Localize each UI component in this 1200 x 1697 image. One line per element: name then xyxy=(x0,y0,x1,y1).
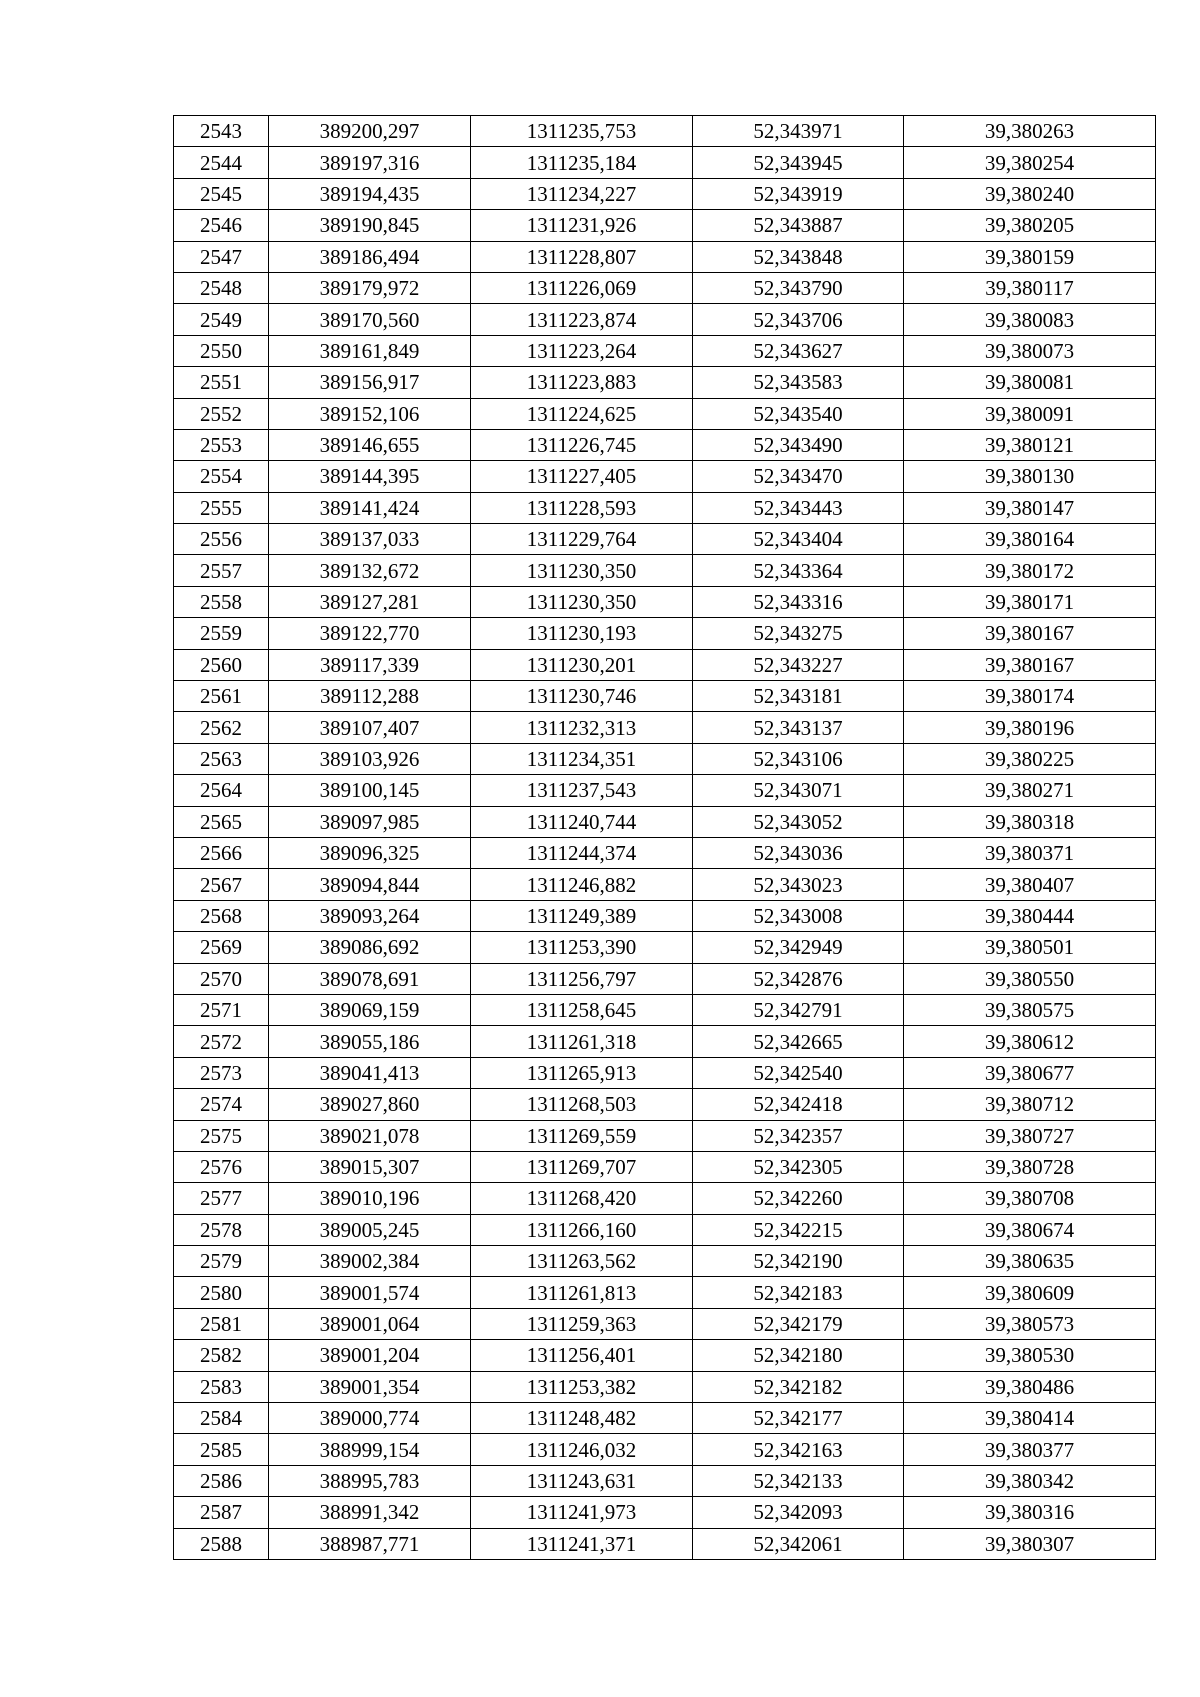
y-coordinate-cell: 1311246,882 xyxy=(471,869,693,900)
table-row xyxy=(174,1465,1156,1496)
y-coordinate-cell: 1311234,351 xyxy=(471,743,693,774)
latitude-cell: 52,343364 xyxy=(693,555,904,586)
table-row xyxy=(174,649,1156,680)
latitude-cell: 52,343971 xyxy=(693,116,904,147)
x-coordinate-cell: 389152,106 xyxy=(269,398,471,429)
longitude-cell: 39,380575 xyxy=(904,994,1156,1025)
point-number-cell: 2581 xyxy=(174,1308,269,1339)
y-coordinate-cell: 1311235,753 xyxy=(471,116,693,147)
y-coordinate-cell: 1311223,883 xyxy=(471,367,693,398)
y-coordinate-cell: 1311268,420 xyxy=(471,1183,693,1214)
x-coordinate-cell: 389097,985 xyxy=(269,806,471,837)
y-coordinate-cell: 1311256,401 xyxy=(471,1340,693,1371)
latitude-cell: 52,342791 xyxy=(693,994,904,1025)
x-coordinate-cell: 389001,354 xyxy=(269,1371,471,1402)
longitude-cell: 39,380225 xyxy=(904,743,1156,774)
point-number-cell: 2566 xyxy=(174,837,269,868)
x-coordinate-cell: 389127,281 xyxy=(269,586,471,617)
longitude-cell: 39,380171 xyxy=(904,586,1156,617)
latitude-cell: 52,343490 xyxy=(693,429,904,460)
y-coordinate-cell: 1311244,374 xyxy=(471,837,693,868)
table-row xyxy=(174,272,1156,303)
x-coordinate-cell: 389078,691 xyxy=(269,963,471,994)
latitude-cell: 52,343106 xyxy=(693,743,904,774)
latitude-cell: 52,342061 xyxy=(693,1528,904,1559)
table-row xyxy=(174,994,1156,1025)
longitude-cell: 39,380407 xyxy=(904,869,1156,900)
x-coordinate-cell: 389141,424 xyxy=(269,492,471,523)
x-coordinate-cell: 389144,395 xyxy=(269,461,471,492)
latitude-cell: 52,342418 xyxy=(693,1089,904,1120)
x-coordinate-cell: 389122,770 xyxy=(269,618,471,649)
x-coordinate-cell: 389117,339 xyxy=(269,649,471,680)
table-row xyxy=(174,681,1156,712)
point-number-cell: 2583 xyxy=(174,1371,269,1402)
y-coordinate-cell: 1311258,645 xyxy=(471,994,693,1025)
latitude-cell: 52,342093 xyxy=(693,1497,904,1528)
longitude-cell: 39,380727 xyxy=(904,1120,1156,1151)
latitude-cell: 52,343583 xyxy=(693,367,904,398)
longitude-cell: 39,380414 xyxy=(904,1403,1156,1434)
point-number-cell: 2570 xyxy=(174,963,269,994)
x-coordinate-cell: 389000,774 xyxy=(269,1403,471,1434)
table-row xyxy=(174,1371,1156,1402)
y-coordinate-cell: 1311229,764 xyxy=(471,524,693,555)
longitude-cell: 39,380205 xyxy=(904,210,1156,241)
x-coordinate-cell: 389194,435 xyxy=(269,178,471,209)
longitude-cell: 39,380318 xyxy=(904,806,1156,837)
longitude-cell: 39,380728 xyxy=(904,1151,1156,1182)
y-coordinate-cell: 1311248,482 xyxy=(471,1403,693,1434)
y-coordinate-cell: 1311263,562 xyxy=(471,1246,693,1277)
latitude-cell: 52,342179 xyxy=(693,1308,904,1339)
longitude-cell: 39,380083 xyxy=(904,304,1156,335)
point-number-cell: 2572 xyxy=(174,1026,269,1057)
y-coordinate-cell: 1311228,807 xyxy=(471,241,693,272)
latitude-cell: 52,342215 xyxy=(693,1214,904,1245)
longitude-cell: 39,380271 xyxy=(904,775,1156,806)
x-coordinate-cell: 389146,655 xyxy=(269,429,471,460)
point-number-cell: 2584 xyxy=(174,1403,269,1434)
x-coordinate-cell: 389005,245 xyxy=(269,1214,471,1245)
x-coordinate-cell: 389002,384 xyxy=(269,1246,471,1277)
table-row xyxy=(174,932,1156,963)
point-number-cell: 2586 xyxy=(174,1465,269,1496)
y-coordinate-cell: 1311241,973 xyxy=(471,1497,693,1528)
y-coordinate-cell: 1311224,625 xyxy=(471,398,693,429)
longitude-cell: 39,380708 xyxy=(904,1183,1156,1214)
longitude-cell: 39,380677 xyxy=(904,1057,1156,1088)
table-row xyxy=(174,1308,1156,1339)
longitude-cell: 39,380486 xyxy=(904,1371,1156,1402)
longitude-cell: 39,380371 xyxy=(904,837,1156,868)
table-row xyxy=(174,241,1156,272)
latitude-cell: 52,343316 xyxy=(693,586,904,617)
y-coordinate-cell: 1311227,405 xyxy=(471,461,693,492)
table-row xyxy=(174,618,1156,649)
y-coordinate-cell: 1311230,746 xyxy=(471,681,693,712)
table-row xyxy=(174,1497,1156,1528)
y-coordinate-cell: 1311231,926 xyxy=(471,210,693,241)
y-coordinate-cell: 1311230,350 xyxy=(471,555,693,586)
point-number-cell: 2555 xyxy=(174,492,269,523)
point-number-cell: 2548 xyxy=(174,272,269,303)
y-coordinate-cell: 1311230,201 xyxy=(471,649,693,680)
point-number-cell: 2588 xyxy=(174,1528,269,1559)
latitude-cell: 52,343137 xyxy=(693,712,904,743)
table-row xyxy=(174,900,1156,931)
point-number-cell: 2549 xyxy=(174,304,269,335)
longitude-cell: 39,380254 xyxy=(904,147,1156,178)
x-coordinate-cell: 389200,297 xyxy=(269,116,471,147)
longitude-cell: 39,380167 xyxy=(904,649,1156,680)
latitude-cell: 52,342183 xyxy=(693,1277,904,1308)
table-row xyxy=(174,335,1156,366)
point-number-cell: 2558 xyxy=(174,586,269,617)
point-number-cell: 2573 xyxy=(174,1057,269,1088)
longitude-cell: 39,380573 xyxy=(904,1308,1156,1339)
x-coordinate-cell: 388999,154 xyxy=(269,1434,471,1465)
x-coordinate-cell: 389055,186 xyxy=(269,1026,471,1057)
y-coordinate-cell: 1311269,707 xyxy=(471,1151,693,1182)
x-coordinate-cell: 389186,494 xyxy=(269,241,471,272)
latitude-cell: 52,342180 xyxy=(693,1340,904,1371)
longitude-cell: 39,380530 xyxy=(904,1340,1156,1371)
table-row xyxy=(174,1246,1156,1277)
point-number-cell: 2562 xyxy=(174,712,269,743)
longitude-cell: 39,380501 xyxy=(904,932,1156,963)
longitude-cell: 39,380167 xyxy=(904,618,1156,649)
point-number-cell: 2561 xyxy=(174,681,269,712)
point-number-cell: 2577 xyxy=(174,1183,269,1214)
latitude-cell: 52,342177 xyxy=(693,1403,904,1434)
x-coordinate-cell: 389001,204 xyxy=(269,1340,471,1371)
point-number-cell: 2559 xyxy=(174,618,269,649)
table-row xyxy=(174,806,1156,837)
longitude-cell: 39,380307 xyxy=(904,1528,1156,1559)
latitude-cell: 52,343036 xyxy=(693,837,904,868)
y-coordinate-cell: 1311246,032 xyxy=(471,1434,693,1465)
table-row xyxy=(174,1026,1156,1057)
longitude-cell: 39,380121 xyxy=(904,429,1156,460)
table-row xyxy=(174,743,1156,774)
table-row xyxy=(174,712,1156,743)
table-row xyxy=(174,461,1156,492)
x-coordinate-cell: 389001,064 xyxy=(269,1308,471,1339)
point-number-cell: 2560 xyxy=(174,649,269,680)
latitude-cell: 52,343052 xyxy=(693,806,904,837)
table-row xyxy=(174,1057,1156,1088)
x-coordinate-cell: 389137,033 xyxy=(269,524,471,555)
table-row xyxy=(174,1277,1156,1308)
latitude-cell: 52,343540 xyxy=(693,398,904,429)
point-number-cell: 2552 xyxy=(174,398,269,429)
point-number-cell: 2554 xyxy=(174,461,269,492)
x-coordinate-cell: 389156,917 xyxy=(269,367,471,398)
x-coordinate-cell: 389086,692 xyxy=(269,932,471,963)
longitude-cell: 39,380130 xyxy=(904,461,1156,492)
longitude-cell: 39,380342 xyxy=(904,1465,1156,1496)
x-coordinate-cell: 389112,288 xyxy=(269,681,471,712)
longitude-cell: 39,380316 xyxy=(904,1497,1156,1528)
longitude-cell: 39,380377 xyxy=(904,1434,1156,1465)
point-number-cell: 2550 xyxy=(174,335,269,366)
y-coordinate-cell: 1311243,631 xyxy=(471,1465,693,1496)
point-number-cell: 2576 xyxy=(174,1151,269,1182)
latitude-cell: 52,342182 xyxy=(693,1371,904,1402)
latitude-cell: 52,343227 xyxy=(693,649,904,680)
y-coordinate-cell: 1311234,227 xyxy=(471,178,693,209)
y-coordinate-cell: 1311223,874 xyxy=(471,304,693,335)
latitude-cell: 52,343023 xyxy=(693,869,904,900)
y-coordinate-cell: 1311226,745 xyxy=(471,429,693,460)
x-coordinate-cell: 388991,342 xyxy=(269,1497,471,1528)
longitude-cell: 39,380147 xyxy=(904,492,1156,523)
longitude-cell: 39,380240 xyxy=(904,178,1156,209)
table-row xyxy=(174,1340,1156,1371)
latitude-cell: 52,342665 xyxy=(693,1026,904,1057)
x-coordinate-cell: 389010,196 xyxy=(269,1183,471,1214)
latitude-cell: 52,342163 xyxy=(693,1434,904,1465)
latitude-cell: 52,343404 xyxy=(693,524,904,555)
y-coordinate-cell: 1311256,797 xyxy=(471,963,693,994)
x-coordinate-cell: 389190,845 xyxy=(269,210,471,241)
longitude-cell: 39,380091 xyxy=(904,398,1156,429)
x-coordinate-cell: 389027,860 xyxy=(269,1089,471,1120)
point-number-cell: 2543 xyxy=(174,116,269,147)
latitude-cell: 52,342357 xyxy=(693,1120,904,1151)
x-coordinate-cell: 389094,844 xyxy=(269,869,471,900)
table-row xyxy=(174,147,1156,178)
point-number-cell: 2571 xyxy=(174,994,269,1025)
longitude-cell: 39,380263 xyxy=(904,116,1156,147)
latitude-cell: 52,342876 xyxy=(693,963,904,994)
x-coordinate-cell: 389096,325 xyxy=(269,837,471,868)
table-row xyxy=(174,178,1156,209)
x-coordinate-cell: 389001,574 xyxy=(269,1277,471,1308)
longitude-cell: 39,380117 xyxy=(904,272,1156,303)
latitude-cell: 52,343887 xyxy=(693,210,904,241)
latitude-cell: 52,342133 xyxy=(693,1465,904,1496)
y-coordinate-cell: 1311265,913 xyxy=(471,1057,693,1088)
latitude-cell: 52,343071 xyxy=(693,775,904,806)
point-number-cell: 2587 xyxy=(174,1497,269,1528)
x-coordinate-cell: 389015,307 xyxy=(269,1151,471,1182)
x-coordinate-cell: 389100,145 xyxy=(269,775,471,806)
table-row xyxy=(174,398,1156,429)
longitude-cell: 39,380174 xyxy=(904,681,1156,712)
y-coordinate-cell: 1311223,264 xyxy=(471,335,693,366)
y-coordinate-cell: 1311269,559 xyxy=(471,1120,693,1151)
table-row xyxy=(174,555,1156,586)
point-number-cell: 2582 xyxy=(174,1340,269,1371)
table-row xyxy=(174,1434,1156,1465)
longitude-cell: 39,380712 xyxy=(904,1089,1156,1120)
point-number-cell: 2556 xyxy=(174,524,269,555)
latitude-cell: 52,342540 xyxy=(693,1057,904,1088)
point-number-cell: 2563 xyxy=(174,743,269,774)
y-coordinate-cell: 1311241,371 xyxy=(471,1528,693,1559)
latitude-cell: 52,343275 xyxy=(693,618,904,649)
x-coordinate-cell: 389179,972 xyxy=(269,272,471,303)
latitude-cell: 52,343627 xyxy=(693,335,904,366)
x-coordinate-cell: 389197,316 xyxy=(269,147,471,178)
x-coordinate-cell: 388987,771 xyxy=(269,1528,471,1559)
y-coordinate-cell: 1311235,184 xyxy=(471,147,693,178)
longitude-cell: 39,380196 xyxy=(904,712,1156,743)
y-coordinate-cell: 1311249,389 xyxy=(471,900,693,931)
latitude-cell: 52,343181 xyxy=(693,681,904,712)
table-row xyxy=(174,210,1156,241)
y-coordinate-cell: 1311261,813 xyxy=(471,1277,693,1308)
point-number-cell: 2569 xyxy=(174,932,269,963)
point-number-cell: 2564 xyxy=(174,775,269,806)
latitude-cell: 52,343008 xyxy=(693,900,904,931)
longitude-cell: 39,380172 xyxy=(904,555,1156,586)
longitude-cell: 39,380674 xyxy=(904,1214,1156,1245)
x-coordinate-cell: 389132,672 xyxy=(269,555,471,586)
latitude-cell: 52,342260 xyxy=(693,1183,904,1214)
longitude-cell: 39,380073 xyxy=(904,335,1156,366)
longitude-cell: 39,380081 xyxy=(904,367,1156,398)
x-coordinate-cell: 389103,926 xyxy=(269,743,471,774)
point-number-cell: 2568 xyxy=(174,900,269,931)
point-number-cell: 2553 xyxy=(174,429,269,460)
table-row xyxy=(174,492,1156,523)
table-row xyxy=(174,775,1156,806)
point-number-cell: 2585 xyxy=(174,1434,269,1465)
point-number-cell: 2575 xyxy=(174,1120,269,1151)
table-row xyxy=(174,1089,1156,1120)
table-row xyxy=(174,837,1156,868)
table-row xyxy=(174,963,1156,994)
table-row xyxy=(174,1214,1156,1245)
table-row xyxy=(174,1151,1156,1182)
point-number-cell: 2565 xyxy=(174,806,269,837)
table-row xyxy=(174,116,1156,147)
table-row xyxy=(174,1403,1156,1434)
latitude-cell: 52,343945 xyxy=(693,147,904,178)
latitude-cell: 52,343790 xyxy=(693,272,904,303)
y-coordinate-cell: 1311259,363 xyxy=(471,1308,693,1339)
point-number-cell: 2567 xyxy=(174,869,269,900)
x-coordinate-cell: 388995,783 xyxy=(269,1465,471,1496)
latitude-cell: 52,342190 xyxy=(693,1246,904,1277)
table-row xyxy=(174,869,1156,900)
latitude-cell: 52,342305 xyxy=(693,1151,904,1182)
table-row xyxy=(174,429,1156,460)
latitude-cell: 52,343470 xyxy=(693,461,904,492)
y-coordinate-cell: 1311230,350 xyxy=(471,586,693,617)
point-number-cell: 2547 xyxy=(174,241,269,272)
y-coordinate-cell: 1311266,160 xyxy=(471,1214,693,1245)
table-row xyxy=(174,1120,1156,1151)
point-number-cell: 2580 xyxy=(174,1277,269,1308)
point-number-cell: 2544 xyxy=(174,147,269,178)
table-row xyxy=(174,1183,1156,1214)
latitude-cell: 52,343919 xyxy=(693,178,904,209)
point-number-cell: 2579 xyxy=(174,1246,269,1277)
point-number-cell: 2578 xyxy=(174,1214,269,1245)
table-row xyxy=(174,1528,1156,1559)
y-coordinate-cell: 1311253,390 xyxy=(471,932,693,963)
coordinates-table xyxy=(173,115,1156,1560)
y-coordinate-cell: 1311240,744 xyxy=(471,806,693,837)
x-coordinate-cell: 389170,560 xyxy=(269,304,471,335)
y-coordinate-cell: 1311230,193 xyxy=(471,618,693,649)
point-number-cell: 2545 xyxy=(174,178,269,209)
x-coordinate-cell: 389107,407 xyxy=(269,712,471,743)
point-number-cell: 2557 xyxy=(174,555,269,586)
table-row xyxy=(174,304,1156,335)
point-number-cell: 2574 xyxy=(174,1089,269,1120)
x-coordinate-cell: 389069,159 xyxy=(269,994,471,1025)
point-number-cell: 2551 xyxy=(174,367,269,398)
coordinates-table-body xyxy=(174,116,1156,1560)
y-coordinate-cell: 1311237,543 xyxy=(471,775,693,806)
table-row xyxy=(174,586,1156,617)
x-coordinate-cell: 389021,078 xyxy=(269,1120,471,1151)
latitude-cell: 52,343706 xyxy=(693,304,904,335)
point-number-cell: 2546 xyxy=(174,210,269,241)
longitude-cell: 39,380612 xyxy=(904,1026,1156,1057)
table-row xyxy=(174,524,1156,555)
longitude-cell: 39,380550 xyxy=(904,963,1156,994)
longitude-cell: 39,380609 xyxy=(904,1277,1156,1308)
longitude-cell: 39,380164 xyxy=(904,524,1156,555)
y-coordinate-cell: 1311232,313 xyxy=(471,712,693,743)
x-coordinate-cell: 389093,264 xyxy=(269,900,471,931)
x-coordinate-cell: 389041,413 xyxy=(269,1057,471,1088)
y-coordinate-cell: 1311226,069 xyxy=(471,272,693,303)
y-coordinate-cell: 1311268,503 xyxy=(471,1089,693,1120)
y-coordinate-cell: 1311253,382 xyxy=(471,1371,693,1402)
longitude-cell: 39,380444 xyxy=(904,900,1156,931)
longitude-cell: 39,380159 xyxy=(904,241,1156,272)
latitude-cell: 52,343443 xyxy=(693,492,904,523)
latitude-cell: 52,342949 xyxy=(693,932,904,963)
y-coordinate-cell: 1311261,318 xyxy=(471,1026,693,1057)
y-coordinate-cell: 1311228,593 xyxy=(471,492,693,523)
longitude-cell: 39,380635 xyxy=(904,1246,1156,1277)
table-row xyxy=(174,367,1156,398)
latitude-cell: 52,343848 xyxy=(693,241,904,272)
x-coordinate-cell: 389161,849 xyxy=(269,335,471,366)
